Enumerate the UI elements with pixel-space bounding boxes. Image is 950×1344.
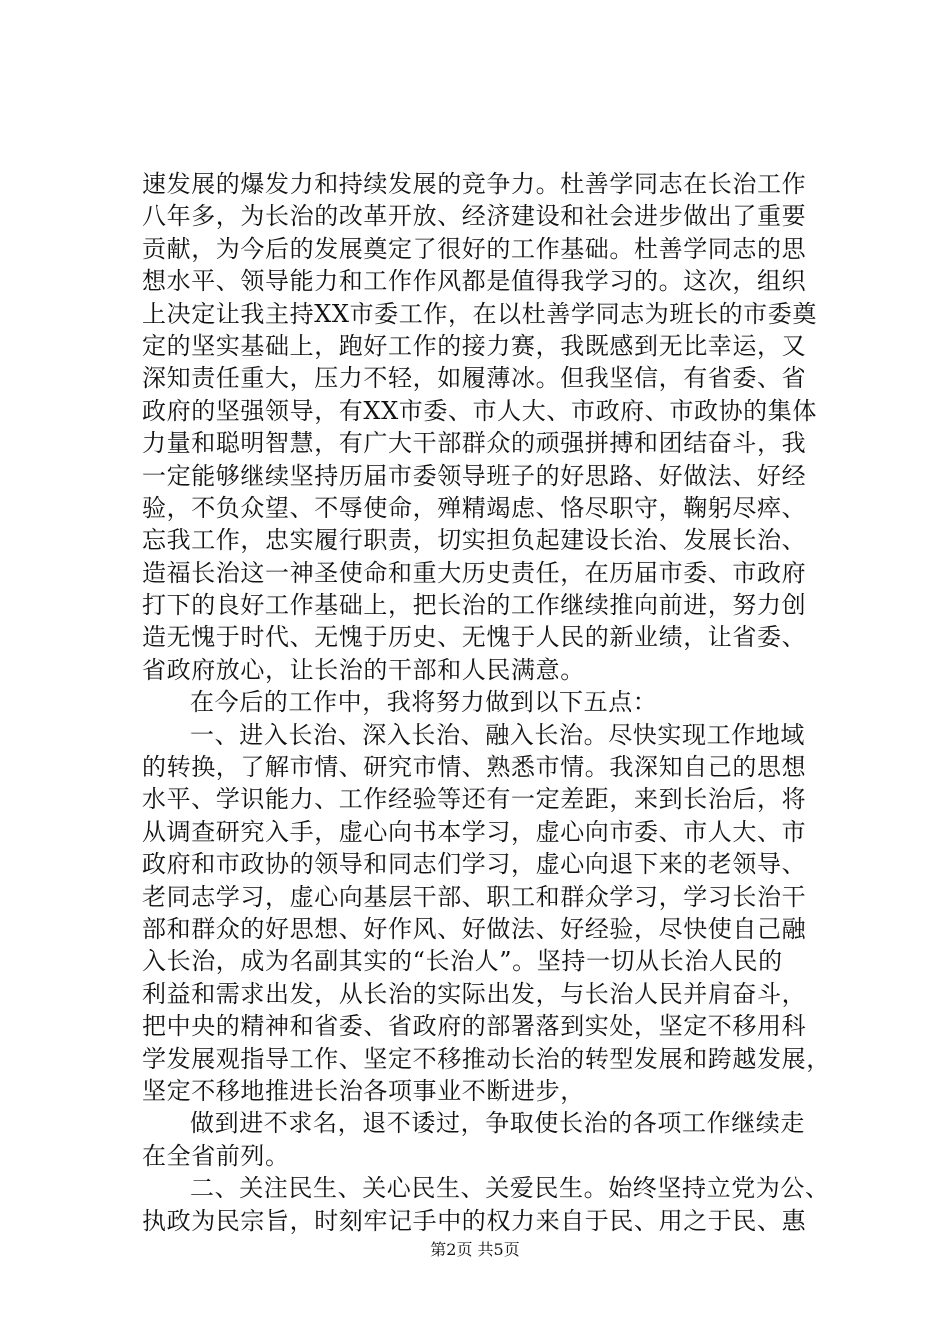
text-line: 在全省前列。	[142, 1141, 290, 1170]
text-line: 力量和聪明智慧，有广大干部群众的顽强拼搏和团结奋斗，我	[142, 429, 807, 458]
text-line: 速发展的爆发力和持续发展的竞争力。杜善学同志在长治工作	[142, 170, 807, 198]
text-line: 把中央的精神和省委、省政府的部署落到实处，坚定不移用科	[142, 1012, 807, 1041]
text-line: 水平、学识能力、工作经验等还有一定差距，来到长治后，将	[142, 785, 807, 814]
text-line: 二、关注民生、关心民生、关爱民生。始终坚持立党为公、	[190, 1174, 830, 1203]
text-line: 入长治，成为名副其实的“长治人”。坚持一切从长治人民的	[142, 947, 783, 976]
document-body	[142, 168, 842, 1237]
text-line: 的转换，了解市情、研究市情、熟悉市情。我深知自己的思想	[142, 753, 807, 782]
text-line: 部和群众的好思想、好作风、好做法、好经验，尽快使自己融	[142, 914, 807, 943]
text-line: 验，不负众望、不辱使命，殚精竭虑、恪尽职守，鞠躬尽瘁、	[142, 493, 807, 522]
text-line: 上决定让我主持XX市委工作，在以杜善学同志为班长的市委奠	[142, 299, 817, 328]
text-line: 造无愧于时代、无愧于历史、无愧于人民的新业绩，让省委、	[142, 623, 807, 652]
text-line: 贡献，为今后的发展奠定了很好的工作基础。杜善学同志的思	[142, 234, 807, 263]
text-line: 利益和需求出发，从长治的实际出发，与长治人民并肩奋斗，	[142, 979, 807, 1008]
text-line: 一定能够继续坚持历届市委领导班子的好思路、好做法、好经	[142, 461, 807, 490]
text-line: 从调查研究入手，虚心向书本学习，虚心向市委、市人大、市	[142, 817, 807, 846]
page-footer: 第2页 共5页	[430, 1240, 520, 1259]
text-line: 一、进入长治、深入长治、融入长治。尽快实现工作地域	[190, 720, 805, 749]
text-line: 省政府放心，让长治的干部和人民满意。	[142, 655, 585, 684]
text-line: 深知责任重大，压力不轻，如履薄冰。但我坚信，有省委、省	[142, 364, 807, 393]
text-line: 学发展观指导工作、坚定不移推动长治的转型发展和跨越发展，	[142, 1044, 831, 1073]
text-line: 打下的良好工作基础上，把长治的工作继续推向前进，努力创	[142, 591, 807, 620]
text-line: 八年多，为长治的改革开放、经济建设和社会进步做出了重要	[142, 202, 807, 231]
text-line: 想水平、领导能力和工作作风都是值得我学习的。这次，组织	[142, 267, 807, 296]
text-line: 执政为民宗旨，时刻牢记手中的权力来自于民、用之于民、惠	[142, 1206, 807, 1235]
text-line: 在今后的工作中，我将努力做到以下五点：	[190, 688, 658, 717]
text-line: 做到进不求名，退不诿过，争取使长治的各项工作继续走	[190, 1109, 805, 1138]
text-line: 坚定不移地推进长治各项事业不断进步，	[142, 1076, 585, 1105]
text-line: 政府的坚强领导，有XX市委、市人大、市政府、市政协的集体	[142, 396, 817, 425]
text-line: 老同志学习，虚心向基层干部、职工和群众学习，学习长治干	[142, 882, 807, 911]
text-line: 政府和市政协的领导和同志们学习，虚心向退下来的老领导、	[142, 850, 807, 879]
text-line: 忘我工作，忠实履行职责，切实担负起建设长治、发展长治、	[142, 526, 807, 555]
text-line: 造福长治这一神圣使命和重大历史责任，在历届市委、市政府	[142, 558, 807, 587]
text-line: 定的坚实基础上，跑好工作的接力赛，我既感到无比幸运，又	[142, 331, 807, 360]
